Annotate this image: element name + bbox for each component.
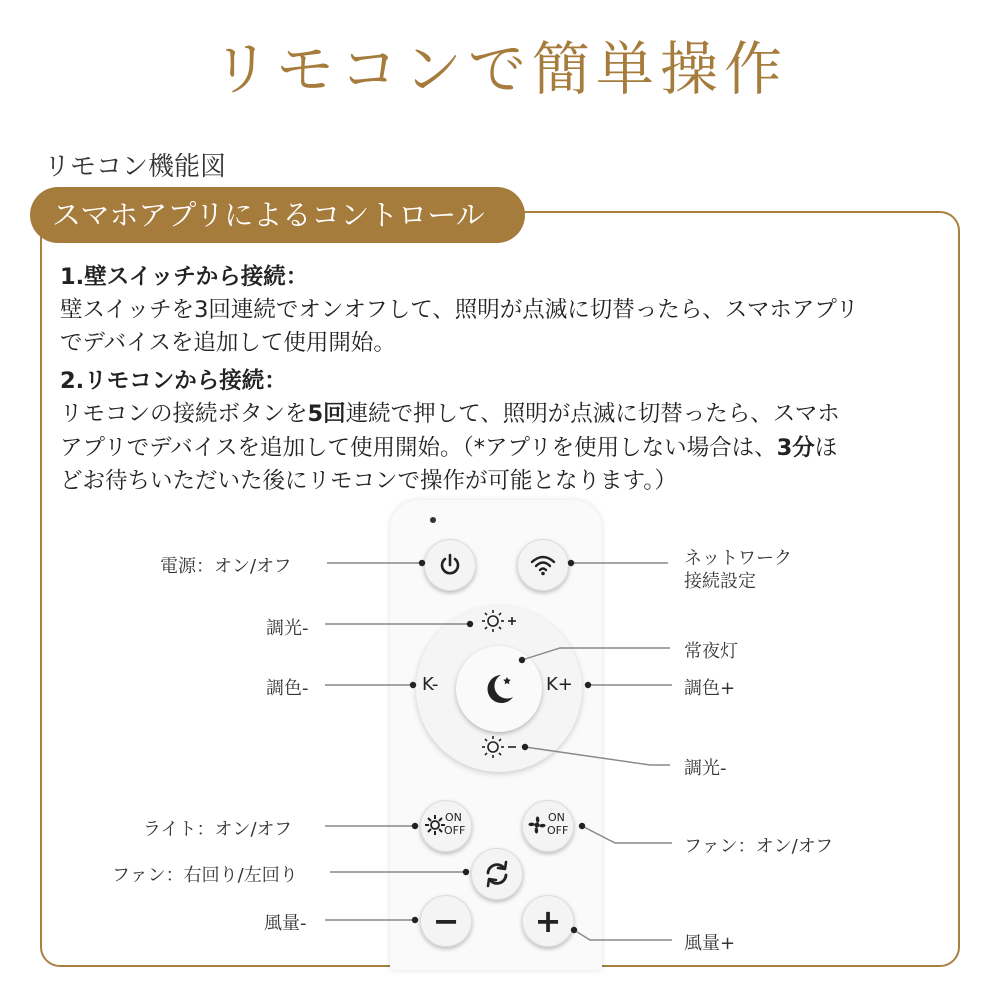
fan-off-text: OFF	[547, 824, 569, 837]
step2-line3: どお待ちいただいた後にリモコンで操作が可能となります。）	[60, 468, 677, 494]
k-minus-button[interactable]: K-	[422, 674, 439, 695]
step1-line2: でデバイスを追加して使用開始。	[60, 330, 396, 356]
label-color-plus: 調色+	[684, 678, 736, 699]
fan-on-text: ON	[548, 811, 565, 824]
label-wind-minus: 風量-	[264, 913, 307, 934]
label-color-minus: 調色-	[266, 678, 309, 699]
wind-up-button[interactable]: +	[522, 895, 574, 947]
label-night-light: 常夜灯	[684, 641, 738, 662]
label-dim-minus-top: 調光-	[266, 618, 309, 639]
label-fan-direction: ファン：右回り/左回り	[112, 865, 298, 886]
label-dim-minus-bottom: 調光-	[684, 758, 727, 779]
k-plus-button[interactable]: K+	[546, 674, 573, 695]
label-light-onoff: ライト：オン/オフ	[143, 819, 292, 840]
step2-heading: 2.リモコンから接続：	[60, 368, 287, 394]
step1-heading: 1.壁スイッチから接続：	[60, 264, 309, 290]
label-power: 電源：オン/オフ	[160, 556, 292, 577]
label-wind-plus: 風量+	[684, 933, 736, 954]
section-tab: スマホアプリによるコントロール	[30, 187, 525, 243]
section-subtitle: リモコン機能図	[44, 152, 227, 182]
page-title: リモコンで簡単操作	[211, 35, 788, 103]
step1-line1: 壁スイッチを3回連続でオンオフして、照明が点滅に切替ったら、スマホアプリ	[60, 297, 859, 323]
step2-line1: リモコンの接続ボタンを5回連続で押して、照明が点滅に切替ったら、スマホ	[60, 401, 840, 427]
label-network-2: 接続設定	[684, 571, 756, 592]
light-on-text: ON	[445, 811, 462, 824]
light-off-text: OFF	[444, 824, 466, 837]
wind-down-button[interactable]: −	[420, 895, 472, 947]
step2-line2: アプリでデバイスを追加して使用開始。（*アプリを使用しない場合は、3分ほ	[60, 435, 838, 461]
label-fan-onoff: ファン：オン/オフ	[684, 836, 834, 857]
label-network-1: ネットワーク	[684, 548, 792, 569]
